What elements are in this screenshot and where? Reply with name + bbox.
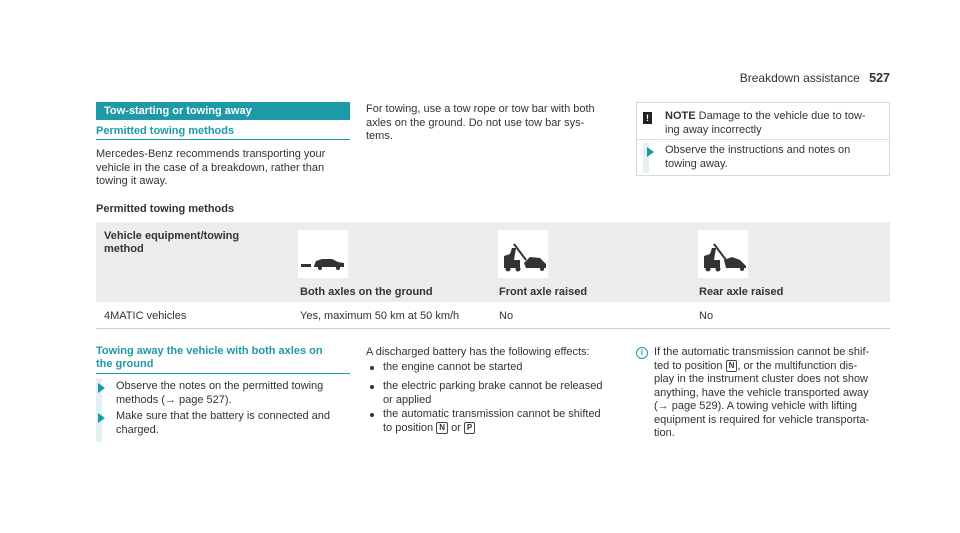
towing-paragraph: For towing, use a tow rope or tow bar with both axles on the ground. Do not use tow bar sys- tems.	[366, 103, 595, 142]
cell-vehicle-type: 4MATIC vehicles	[104, 310, 187, 322]
warning-icon: !	[643, 112, 652, 124]
cell-rear-raised: No	[699, 310, 714, 322]
note-box: ! NOTE Damage to the vehicle due to tow- ing away incorrectly Observe the instructions and notes on towing away.	[636, 102, 890, 176]
note-label: NOTE	[665, 110, 696, 122]
gear-n-key: N	[436, 422, 448, 434]
note-divider	[637, 139, 889, 140]
col-header-both-axles: Both axles on the ground	[300, 286, 433, 298]
gear-n-key: N	[726, 360, 738, 372]
cell-front-raised: No	[499, 310, 514, 322]
col-header-rear-raised: Rear axle raised	[699, 286, 784, 298]
tow-truck-front-raised-icon	[498, 230, 548, 278]
bullet-item: the electric parking brake cannot be released or applied	[383, 380, 603, 406]
info-paragraph: If the automatic transmission cannot be shif- ted to position N , or the multifunction dis- play in the instrument cluster does not show anything, have the vehicle transported away (→ page 529). A towing vehicle with lifting equipment is required for vehicle transporta- tion.	[654, 346, 870, 439]
col-header-method: Vehicle equipment/towing method	[104, 230, 240, 255]
battery-intro: A discharged battery has the following effects:	[366, 346, 590, 358]
table-row	[96, 304, 890, 329]
section-bar-title: Tow-starting or towing away	[96, 102, 350, 120]
permitted-towing-subhead: Permitted towing methods	[96, 125, 235, 137]
heading-rule	[96, 373, 350, 374]
step-arrow-icon	[647, 147, 654, 157]
col-header-front-raised: Front axle raised	[499, 286, 588, 298]
page-number: 527	[869, 71, 890, 85]
section-title: Breakdown assistance	[739, 71, 860, 85]
table-header	[96, 222, 890, 302]
intro-paragraph: Mercedes-Benz recommends transporting your vehicle in the case of a breakdown, rather than towing it away.	[96, 148, 326, 187]
page-header	[740, 71, 890, 85]
gear-p-key: P	[464, 422, 475, 434]
tow-truck-rear-raised-icon	[698, 230, 748, 278]
subhead-rule	[96, 139, 350, 140]
step-2: Make sure that the battery is connected and charged.	[116, 410, 331, 436]
cell-both-axles: Yes, maximum 50 km at 50 km/h	[300, 310, 460, 322]
step-1: Observe the notes on the permitted towing methods (→ page 527).	[116, 380, 324, 406]
bullet-item: the automatic transmission cannot be shifted to position N or P	[383, 408, 601, 434]
table-title: Permitted towing methods	[96, 203, 235, 215]
bullet-dot	[370, 366, 374, 370]
step-arrow-icon	[98, 383, 105, 393]
bullet-item: the engine cannot be started	[383, 361, 523, 373]
towing-both-axles-heading: Towing away the vehicle with both axles on the ground	[96, 345, 323, 370]
bullet-dot	[370, 385, 374, 389]
bullet-dot	[370, 413, 374, 417]
info-icon: i	[636, 347, 648, 359]
car-both-axles-icon	[298, 230, 348, 278]
step-arrow-icon	[98, 413, 105, 423]
